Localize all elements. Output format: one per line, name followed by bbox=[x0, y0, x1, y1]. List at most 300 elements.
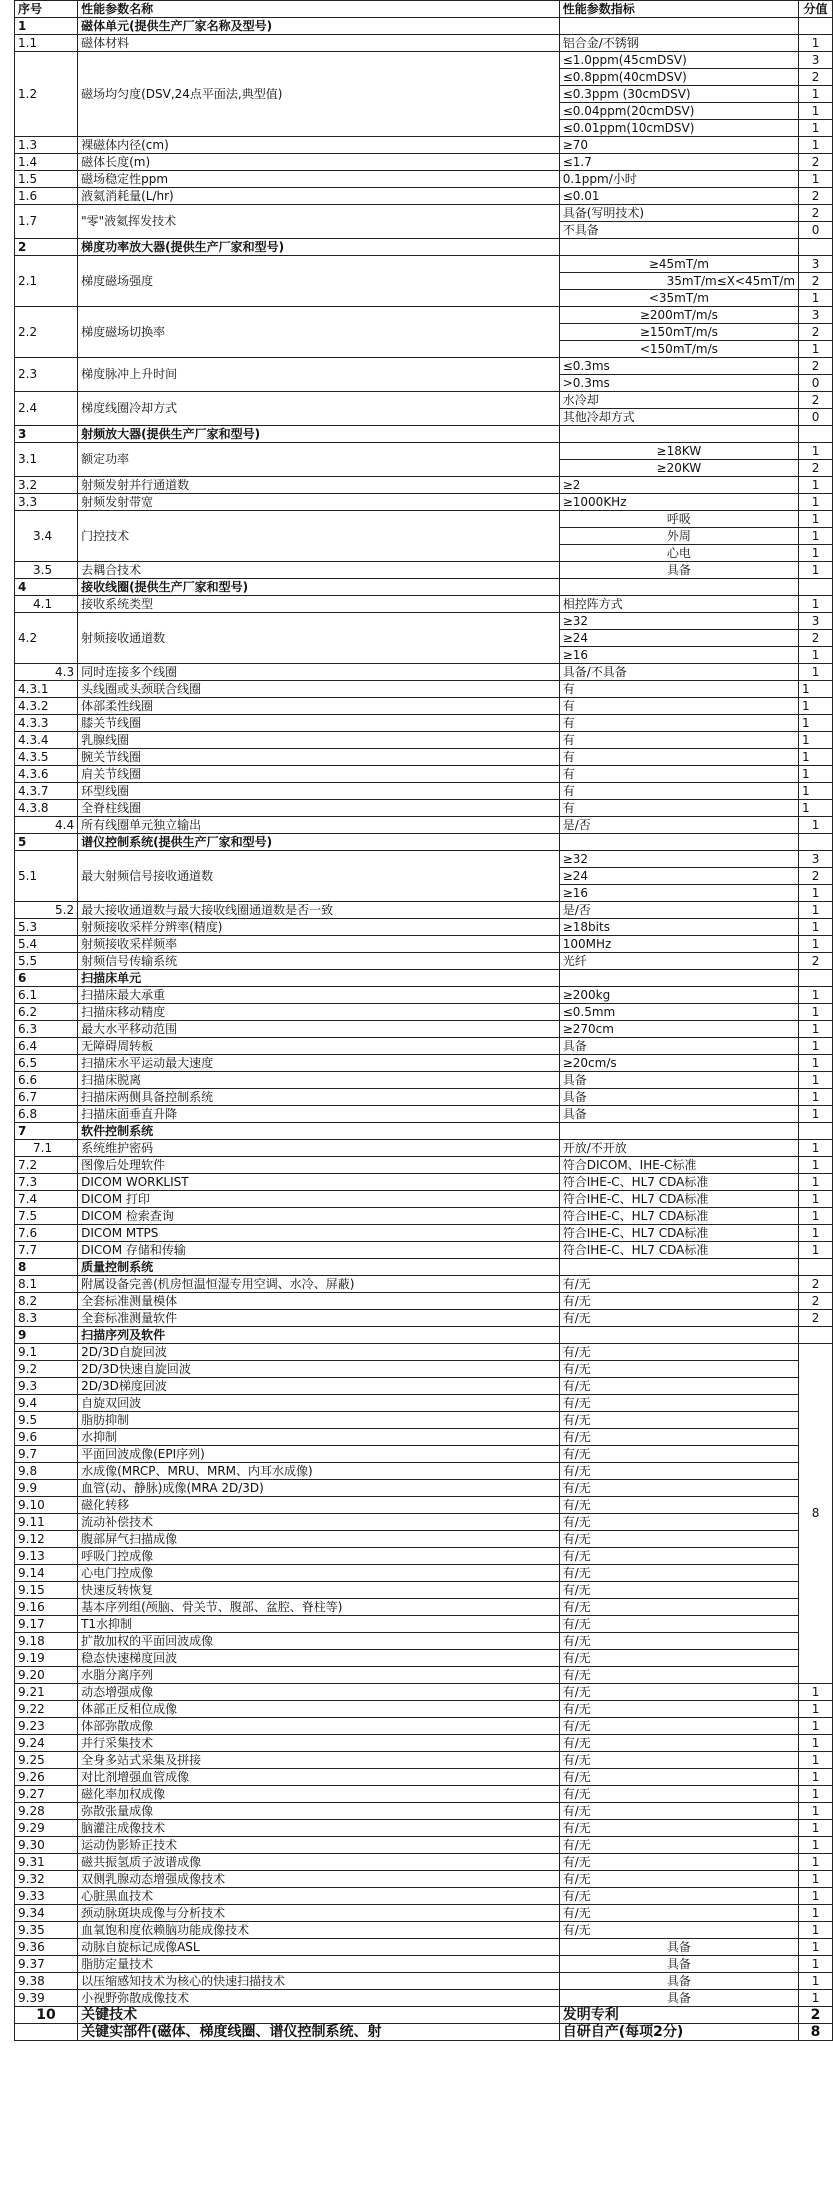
row-number: 5.1 bbox=[15, 851, 78, 902]
table-row bbox=[15, 1157, 833, 1174]
row-name: 全脊柱线圈 bbox=[78, 800, 560, 817]
row-spec: ≥18KW bbox=[559, 443, 798, 460]
row-name: "零"液氦挥发技术 bbox=[78, 205, 560, 239]
row-name: 双侧乳腺动态增强成像技术 bbox=[78, 1871, 560, 1888]
table-row bbox=[15, 1480, 833, 1497]
row-number: 6 bbox=[15, 970, 78, 987]
header-score: 分值 bbox=[799, 1, 833, 18]
row-name: 磁化转移 bbox=[78, 1497, 560, 1514]
table-row bbox=[15, 1344, 833, 1361]
table-row bbox=[15, 52, 833, 69]
table-row bbox=[15, 596, 833, 613]
row-name: 全身多站式采集及拼接 bbox=[78, 1752, 560, 1769]
row-spec bbox=[559, 426, 798, 443]
row-score: 1 bbox=[799, 1854, 833, 1871]
row-score: 1 bbox=[799, 1871, 833, 1888]
row-spec bbox=[559, 1123, 798, 1140]
row-spec: 水冷却 bbox=[559, 392, 798, 409]
table-row bbox=[15, 1701, 833, 1718]
row-spec: 有/无 bbox=[559, 1599, 798, 1616]
row-name: 水成像(MRCP、MRU、MRM、内耳水成像) bbox=[78, 1463, 560, 1480]
table-body bbox=[15, 1, 833, 2041]
row-spec: 具备 bbox=[559, 1956, 798, 1973]
row-number: 9.36 bbox=[15, 1939, 78, 1956]
row-name: 血氧饱和度依赖脑功能成像技术 bbox=[78, 1922, 560, 1939]
row-score: 1 bbox=[799, 1072, 833, 1089]
table-row bbox=[15, 1633, 833, 1650]
table-row bbox=[15, 1225, 833, 1242]
row-number: 4.3.8 bbox=[15, 800, 78, 817]
row-number: 8.1 bbox=[15, 1276, 78, 1293]
row-number: 9.12 bbox=[15, 1531, 78, 1548]
table-row bbox=[15, 1531, 833, 1548]
row-score: 1 bbox=[799, 698, 833, 715]
row-score: 1 bbox=[799, 137, 833, 154]
row-score: 2 bbox=[799, 69, 833, 86]
table-row bbox=[15, 851, 833, 868]
row-spec: 有/无 bbox=[559, 1803, 798, 1820]
row-score: 1 bbox=[799, 1769, 833, 1786]
row-score: 1 bbox=[799, 562, 833, 579]
row-score: 1 bbox=[799, 715, 833, 732]
row-number: 3.1 bbox=[15, 443, 78, 477]
row-number: 9.14 bbox=[15, 1565, 78, 1582]
row-number: 6.8 bbox=[15, 1106, 78, 1123]
key-tech-row bbox=[15, 2007, 833, 2024]
row-score bbox=[799, 239, 833, 256]
row-name: 接收系统类型 bbox=[78, 596, 560, 613]
row-score: 1 bbox=[799, 1021, 833, 1038]
row-spec: 不具备 bbox=[559, 222, 798, 239]
row-name: 射频接收采样频率 bbox=[78, 936, 560, 953]
row-spec: 有/无 bbox=[559, 1480, 798, 1497]
row-number: 5.5 bbox=[15, 953, 78, 970]
row-number: 5.3 bbox=[15, 919, 78, 936]
row-number: 9.18 bbox=[15, 1633, 78, 1650]
row-name: 心电门控成像 bbox=[78, 1565, 560, 1582]
row-name: DICOM MTPS bbox=[78, 1225, 560, 1242]
row-spec: 有/无 bbox=[559, 1650, 798, 1667]
row-score: 1 bbox=[799, 681, 833, 698]
table-row bbox=[15, 1089, 833, 1106]
key-tech-row bbox=[15, 2024, 833, 2041]
header-row bbox=[15, 1, 833, 18]
section-row bbox=[15, 239, 833, 256]
row-score: 1 bbox=[799, 1004, 833, 1021]
row-spec: 35mT/m≤X<45mT/m bbox=[559, 273, 798, 290]
row-number: 9.4 bbox=[15, 1395, 78, 1412]
row-name: 弥散张量成像 bbox=[78, 1803, 560, 1820]
row-score: 1 bbox=[799, 477, 833, 494]
row-name: 系统维护密码 bbox=[78, 1140, 560, 1157]
row-name: 环型线圈 bbox=[78, 783, 560, 800]
row-spec: 有/无 bbox=[559, 1820, 798, 1837]
row-spec: ≥200kg bbox=[559, 987, 798, 1004]
row-name: 磁体单元(提供生产厂家名称及型号) bbox=[78, 18, 560, 35]
table-row bbox=[15, 1684, 833, 1701]
row-spec: ≤0.01 bbox=[559, 188, 798, 205]
row-spec: 有/无 bbox=[559, 1718, 798, 1735]
row-score: 3 bbox=[799, 256, 833, 273]
row-spec: 具备 bbox=[559, 1106, 798, 1123]
row-number: 9.7 bbox=[15, 1446, 78, 1463]
row-spec bbox=[559, 18, 798, 35]
row-number: 7.6 bbox=[15, 1225, 78, 1242]
table-row bbox=[15, 1888, 833, 1905]
table-row bbox=[15, 1752, 833, 1769]
row-spec: 有/无 bbox=[559, 1684, 798, 1701]
table-row bbox=[15, 1174, 833, 1191]
table-row bbox=[15, 732, 833, 749]
row-name: 体部弥散成像 bbox=[78, 1718, 560, 1735]
row-score: 2 bbox=[799, 154, 833, 171]
row-name: 液氦消耗量(L/hr) bbox=[78, 188, 560, 205]
table-row bbox=[15, 1973, 833, 1990]
row-number: 6.5 bbox=[15, 1055, 78, 1072]
row-number: 9.28 bbox=[15, 1803, 78, 1820]
row-spec: 心电 bbox=[559, 545, 798, 562]
table-row bbox=[15, 1939, 833, 1956]
row-score: 2 bbox=[799, 324, 833, 341]
row-score: 2 bbox=[799, 953, 833, 970]
row-number: 9.26 bbox=[15, 1769, 78, 1786]
row-name: 水脂分离序列 bbox=[78, 1667, 560, 1684]
table-row bbox=[15, 1395, 833, 1412]
row-score: 1 bbox=[799, 885, 833, 902]
row-score: 1 bbox=[799, 35, 833, 52]
row-spec: 符合DICOM、IHE-C标准 bbox=[559, 1157, 798, 1174]
row-number: 4.3.1 bbox=[15, 681, 78, 698]
row-name: 磁场稳定性ppm bbox=[78, 171, 560, 188]
table-row bbox=[15, 902, 833, 919]
row-score: 0 bbox=[799, 222, 833, 239]
row-name: 梯度功率放大器(提供生产厂家和型号) bbox=[78, 239, 560, 256]
section-row bbox=[15, 834, 833, 851]
row-name: 磁共振氢质子波谱成像 bbox=[78, 1854, 560, 1871]
table-row bbox=[15, 766, 833, 783]
row-name: DICOM WORKLIST bbox=[78, 1174, 560, 1191]
row-score: 1 bbox=[799, 1208, 833, 1225]
row-score: 1 bbox=[799, 1089, 833, 1106]
row-spec: 呼吸 bbox=[559, 511, 798, 528]
row-name: 接收线圈(提供生产厂家和型号) bbox=[78, 579, 560, 596]
row-spec bbox=[559, 579, 798, 596]
row-score: 1 bbox=[799, 1718, 833, 1735]
row-score: 1 bbox=[799, 171, 833, 188]
row-number: 4.2 bbox=[15, 613, 78, 664]
row-spec: 铝合金/不锈钢 bbox=[559, 35, 798, 52]
row-spec: 具备 bbox=[559, 1990, 798, 2007]
row-spec: 有/无 bbox=[559, 1293, 798, 1310]
row-spec bbox=[559, 970, 798, 987]
table-row bbox=[15, 171, 833, 188]
row-number: 2.4 bbox=[15, 392, 78, 426]
row-name: 扫描序列及软件 bbox=[78, 1327, 560, 1344]
row-spec bbox=[559, 834, 798, 851]
row-number: 9.24 bbox=[15, 1735, 78, 1752]
table-row bbox=[15, 1021, 833, 1038]
row-number: 9.8 bbox=[15, 1463, 78, 1480]
row-score bbox=[799, 426, 833, 443]
row-number: 9.38 bbox=[15, 1973, 78, 1990]
row-spec: 具备 bbox=[559, 1072, 798, 1089]
row-score: 2 bbox=[799, 273, 833, 290]
row-number: 4.1 bbox=[15, 596, 78, 613]
row-score: 1 bbox=[799, 1973, 833, 1990]
row-number: 9.16 bbox=[15, 1599, 78, 1616]
row-number: 9.25 bbox=[15, 1752, 78, 1769]
row-number: 6.2 bbox=[15, 1004, 78, 1021]
row-number: 9.39 bbox=[15, 1990, 78, 2007]
row-number: 1.1 bbox=[15, 35, 78, 52]
row-score: 1 bbox=[799, 290, 833, 307]
row-number: 5.2 bbox=[15, 902, 78, 919]
row-number: 6.6 bbox=[15, 1072, 78, 1089]
table-row bbox=[15, 1106, 833, 1123]
row-name: 脑灌注成像技术 bbox=[78, 1820, 560, 1837]
row-spec: ≥150mT/m/s bbox=[559, 324, 798, 341]
row-score: 2 bbox=[799, 630, 833, 647]
row-spec: 有/无 bbox=[559, 1565, 798, 1582]
row-spec bbox=[559, 1259, 798, 1276]
row-number: 9.21 bbox=[15, 1684, 78, 1701]
row-spec bbox=[559, 1327, 798, 1344]
row-number: 9.33 bbox=[15, 1888, 78, 1905]
table-row bbox=[15, 1497, 833, 1514]
row-name: 血管(动、静脉)成像(MRA 2D/3D) bbox=[78, 1480, 560, 1497]
row-number: 9.30 bbox=[15, 1837, 78, 1854]
row-spec: 有/无 bbox=[559, 1922, 798, 1939]
row-number: 9.17 bbox=[15, 1616, 78, 1633]
row-number: 3 bbox=[15, 426, 78, 443]
row-score: 2 bbox=[799, 2007, 833, 2024]
row-number: 7.1 bbox=[15, 1140, 78, 1157]
section-row bbox=[15, 18, 833, 35]
row-number: 8 bbox=[15, 1259, 78, 1276]
row-name: 最大水平移动范围 bbox=[78, 1021, 560, 1038]
row-score: 1 bbox=[799, 596, 833, 613]
row-number: 1.3 bbox=[15, 137, 78, 154]
row-number: 1 bbox=[15, 18, 78, 35]
row-number: 9 bbox=[15, 1327, 78, 1344]
row-spec: 有/无 bbox=[559, 1905, 798, 1922]
row-number: 1.7 bbox=[15, 205, 78, 239]
row-score: 1 bbox=[799, 1888, 833, 1905]
row-name: 小视野弥散成像技术 bbox=[78, 1990, 560, 2007]
row-name: 梯度磁场切换率 bbox=[78, 307, 560, 358]
row-spec: ≥1000KHz bbox=[559, 494, 798, 511]
row-number: 10 bbox=[15, 2007, 78, 2024]
table-row bbox=[15, 1718, 833, 1735]
row-name: 扫描床脱离 bbox=[78, 1072, 560, 1089]
row-name: 扩散加权的平面回波成像 bbox=[78, 1633, 560, 1650]
row-spec: 具备 bbox=[559, 1973, 798, 1990]
row-spec: 有/无 bbox=[559, 1786, 798, 1803]
row-number: 5 bbox=[15, 834, 78, 851]
row-number: 3.2 bbox=[15, 477, 78, 494]
row-number: 9.3 bbox=[15, 1378, 78, 1395]
row-spec: ≤1.7 bbox=[559, 154, 798, 171]
row-name: 2D/3D梯度回波 bbox=[78, 1378, 560, 1395]
row-spec: 100MHz bbox=[559, 936, 798, 953]
row-score: 1 bbox=[799, 1191, 833, 1208]
row-score: 1 bbox=[799, 1956, 833, 1973]
row-spec: 有/无 bbox=[559, 1854, 798, 1871]
row-number: 8.2 bbox=[15, 1293, 78, 1310]
table-row bbox=[15, 443, 833, 460]
row-number: 4.3.2 bbox=[15, 698, 78, 715]
row-score: 2 bbox=[799, 1293, 833, 1310]
row-score: 1 bbox=[799, 1922, 833, 1939]
row-score: 3 bbox=[799, 613, 833, 630]
row-score: 1 bbox=[799, 1157, 833, 1174]
row-number: 4.3.5 bbox=[15, 749, 78, 766]
row-spec: 光纤 bbox=[559, 953, 798, 970]
table-row bbox=[15, 154, 833, 171]
row-name: 乳腺线圈 bbox=[78, 732, 560, 749]
table-row bbox=[15, 613, 833, 630]
table-row bbox=[15, 817, 833, 834]
table-row bbox=[15, 681, 833, 698]
row-name: DICOM 存储和传输 bbox=[78, 1242, 560, 1259]
row-number: 9.15 bbox=[15, 1582, 78, 1599]
row-spec: <35mT/m bbox=[559, 290, 798, 307]
table-row bbox=[15, 137, 833, 154]
row-number: 6.7 bbox=[15, 1089, 78, 1106]
table-row bbox=[15, 477, 833, 494]
row-score: 0 bbox=[799, 409, 833, 426]
row-score bbox=[799, 1327, 833, 1344]
table-row bbox=[15, 392, 833, 409]
row-spec: 有/无 bbox=[559, 1497, 798, 1514]
row-spec: ≥32 bbox=[559, 851, 798, 868]
table-row bbox=[15, 1038, 833, 1055]
row-name: 软件控制系统 bbox=[78, 1123, 560, 1140]
table-row bbox=[15, 307, 833, 324]
table-row bbox=[15, 953, 833, 970]
row-number bbox=[15, 2024, 78, 2041]
row-spec: 是/否 bbox=[559, 902, 798, 919]
row-spec: 其他冷却方式 bbox=[559, 409, 798, 426]
row-score: 8 bbox=[799, 2024, 833, 2041]
row-name: 脂肪定量技术 bbox=[78, 1956, 560, 1973]
row-name: 颈动脉斑块成像与分析技术 bbox=[78, 1905, 560, 1922]
row-spec: <150mT/m/s bbox=[559, 341, 798, 358]
table-row bbox=[15, 1820, 833, 1837]
row-spec: 有/无 bbox=[559, 1514, 798, 1531]
row-score: 2 bbox=[799, 1276, 833, 1293]
row-name: 平面回波成像(EPI序列) bbox=[78, 1446, 560, 1463]
row-name: 水抑制 bbox=[78, 1429, 560, 1446]
row-score: 1 bbox=[799, 664, 833, 681]
table-row bbox=[15, 800, 833, 817]
row-score: 1 bbox=[799, 443, 833, 460]
row-number: 2.1 bbox=[15, 256, 78, 307]
section-row bbox=[15, 1123, 833, 1140]
row-score: 1 bbox=[799, 1038, 833, 1055]
row-name: 所有线圈单元独立输出 bbox=[78, 817, 560, 834]
row-spec: 有/无 bbox=[559, 1871, 798, 1888]
row-score: 1 bbox=[799, 766, 833, 783]
row-score: 1 bbox=[799, 902, 833, 919]
row-number: 9.19 bbox=[15, 1650, 78, 1667]
row-spec: 有 bbox=[559, 732, 798, 749]
row-name: DICOM 打印 bbox=[78, 1191, 560, 1208]
row-spec: 0.1ppm/小时 bbox=[559, 171, 798, 188]
row-score bbox=[799, 18, 833, 35]
row-name: 2D/3D自旋回波 bbox=[78, 1344, 560, 1361]
row-number: 9.20 bbox=[15, 1667, 78, 1684]
row-number: 2.3 bbox=[15, 358, 78, 392]
row-name: 关键实部件(磁体、梯度线圈、谱仪控制系统、射 bbox=[78, 2024, 560, 2041]
spec-table bbox=[14, 0, 833, 2041]
row-score: 1 bbox=[799, 1140, 833, 1157]
row-number: 9.31 bbox=[15, 1854, 78, 1871]
row-name: T1水抑制 bbox=[78, 1616, 560, 1633]
row-score: 1 bbox=[799, 987, 833, 1004]
row-spec: 外周 bbox=[559, 528, 798, 545]
row-score: 1 bbox=[799, 783, 833, 800]
row-spec: ≥32 bbox=[559, 613, 798, 630]
row-name: 无障碍周转板 bbox=[78, 1038, 560, 1055]
row-spec: 有/无 bbox=[559, 1412, 798, 1429]
table-row bbox=[15, 1361, 833, 1378]
row-spec: 有/无 bbox=[559, 1735, 798, 1752]
row-name: 图像后处理软件 bbox=[78, 1157, 560, 1174]
row-name: 关键技术 bbox=[78, 2007, 560, 2024]
row-score: 1 bbox=[799, 1786, 833, 1803]
table-row bbox=[15, 188, 833, 205]
row-spec: ≥270cm bbox=[559, 1021, 798, 1038]
row-spec: ≥70 bbox=[559, 137, 798, 154]
table-row bbox=[15, 1276, 833, 1293]
row-spec: ≤0.8ppm(40cmDSV) bbox=[559, 69, 798, 86]
row-number: 9.5 bbox=[15, 1412, 78, 1429]
row-number: 1.5 bbox=[15, 171, 78, 188]
row-spec: 有/无 bbox=[559, 1310, 798, 1327]
row-spec: 具备 bbox=[559, 1089, 798, 1106]
row-name: 扫描床移动精度 bbox=[78, 1004, 560, 1021]
row-spec: 有 bbox=[559, 681, 798, 698]
row-spec: 具备 bbox=[559, 1939, 798, 1956]
row-spec: 有/无 bbox=[559, 1395, 798, 1412]
row-name: 射频放大器(提供生产厂家和型号) bbox=[78, 426, 560, 443]
row-number: 7.7 bbox=[15, 1242, 78, 1259]
row-score bbox=[799, 1259, 833, 1276]
row-number: 9.34 bbox=[15, 1905, 78, 1922]
row-spec: ≥2 bbox=[559, 477, 798, 494]
table-row bbox=[15, 1735, 833, 1752]
row-score: 1 bbox=[799, 494, 833, 511]
table-row bbox=[15, 1922, 833, 1939]
row-spec: 自研自产(每项2分) bbox=[559, 2024, 798, 2041]
table-row bbox=[15, 1072, 833, 1089]
row-score: 1 bbox=[799, 1939, 833, 1956]
row-name: 肩关节线圈 bbox=[78, 766, 560, 783]
row-spec: ≤0.01ppm(10cmDSV) bbox=[559, 120, 798, 137]
section-row bbox=[15, 1259, 833, 1276]
row-name: 梯度脉冲上升时间 bbox=[78, 358, 560, 392]
row-number: 3.5 bbox=[15, 562, 78, 579]
row-name: 稳态快速梯度回波 bbox=[78, 1650, 560, 1667]
row-number: 9.9 bbox=[15, 1480, 78, 1497]
row-spec: 有 bbox=[559, 800, 798, 817]
row-score: 1 bbox=[799, 732, 833, 749]
table-row bbox=[15, 698, 833, 715]
row-name: 全套标准测量模体 bbox=[78, 1293, 560, 1310]
row-name: 磁化率加权成像 bbox=[78, 1786, 560, 1803]
row-number: 6.1 bbox=[15, 987, 78, 1004]
